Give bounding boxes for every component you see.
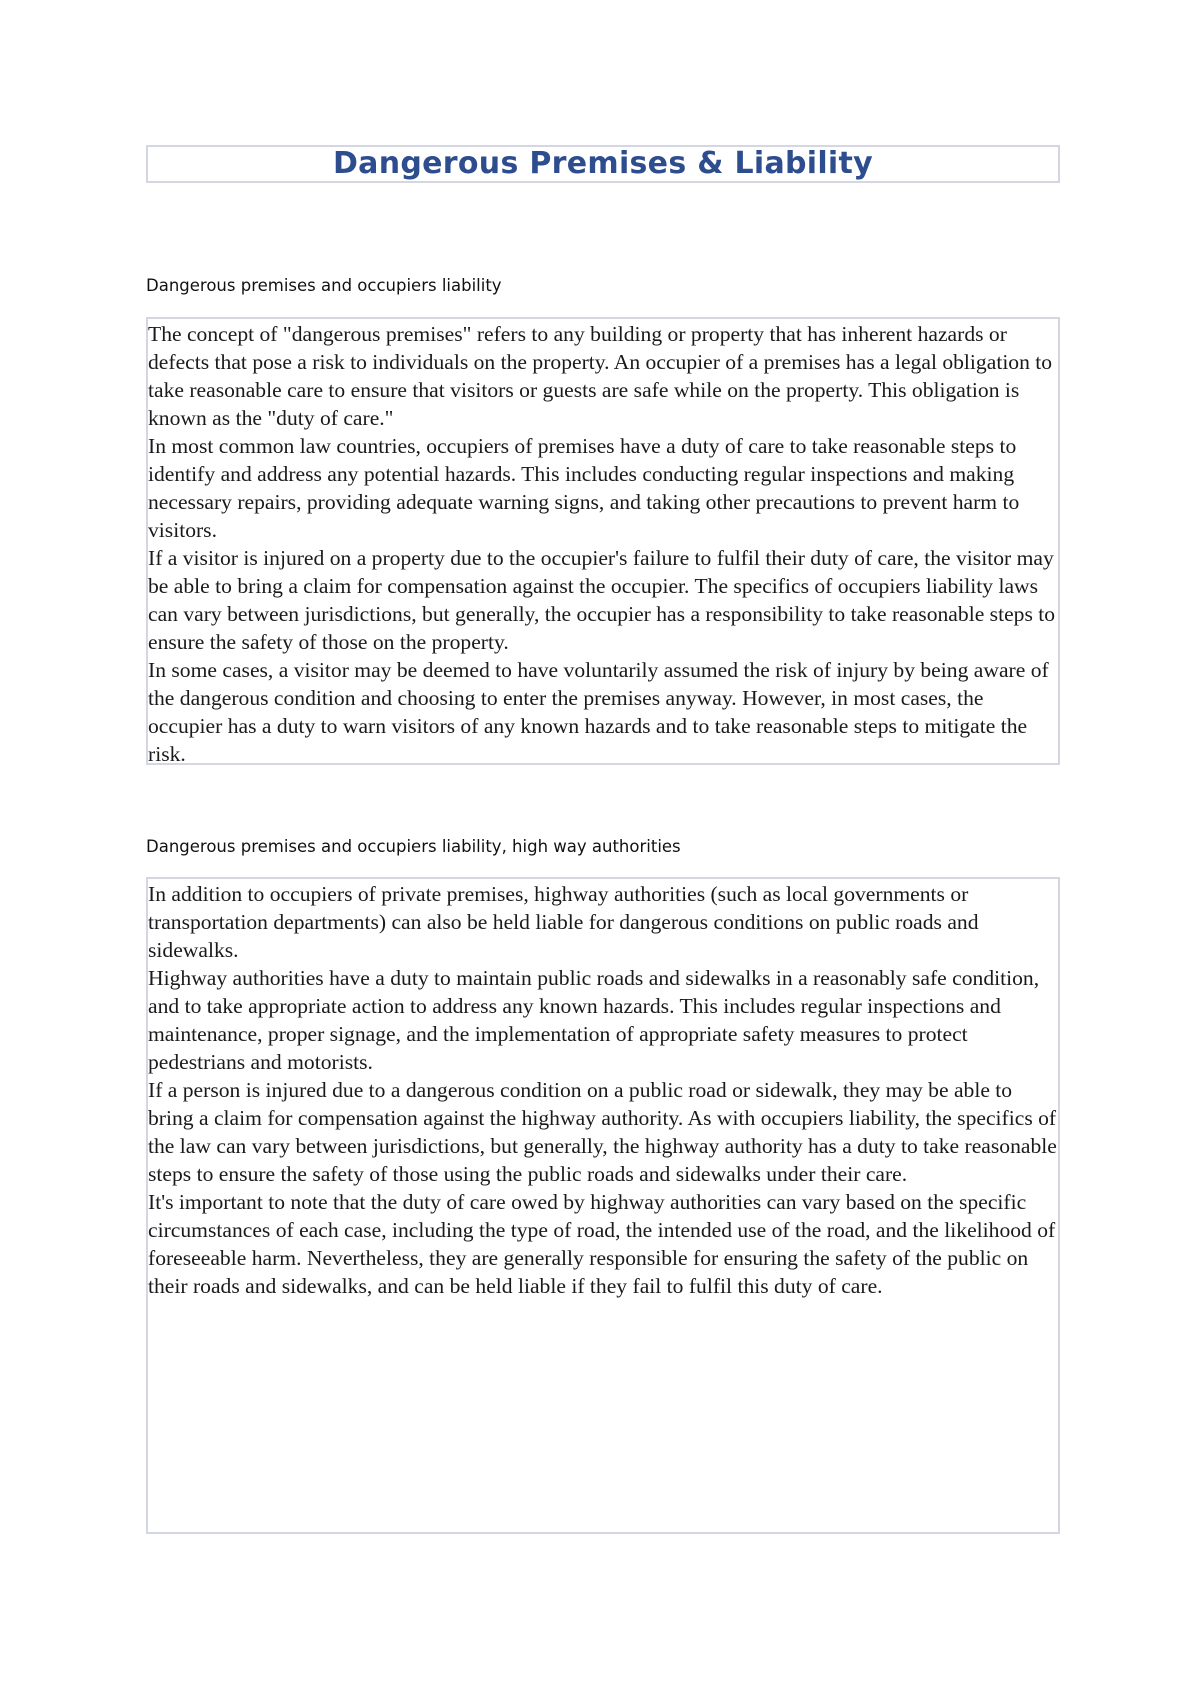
paragraph: If a person is injured due to a dangerous condition on a public road or sidewalk, they may be able to bring a claim for compensation against the highway authority. As with occupiers liability, the specifics of the law can vary between jurisdictions, but generally, the highway authority has a duty to take reasonable steps to ensure the safety of those using the public roads and sidewalks under their care. [148, 1078, 1057, 1186]
paragraph: In most common law countries, occupiers of premises have a duty of care to take reasonable steps to identify and address any potential hazards. This includes conducting regular inspections and making necessary repairs, providing adequate warning signs, and taking other precautions to prevent harm to visitors. [148, 434, 1020, 542]
paragraph: Highway authorities have a duty to maintain public roads and sidewalks in a reasonably safe condition, and to take appropriate action to address any known hazards. This includes regular inspections and maintenance, proper signage, and the implementation of appropriate safety measures to protect pedestrians and motorists. [148, 966, 1040, 1074]
paragraph: In addition to occupiers of private premises, highway authorities (such as local governments or transportation departments) can also be held liable for dangerous conditions on public roads and sidewalks. [148, 882, 979, 962]
section-heading: Dangerous premises and occupiers liability, high way authorities [146, 837, 681, 856]
section-text-box [146, 877, 1060, 1534]
paragraph: It's important to note that the duty of care owed by highway authorities can vary based on the specific circumstances of each case, including the type of road, the intended use of the road, and the likelihood of foreseeable harm. Nevertheless, they are generally responsible for ensuring the safety of the public on their roads and sidewalks, and can be held liable if they fail to fulfil this duty of care. [148, 1190, 1056, 1298]
page-title: Dangerous Premises & Liability [332, 146, 874, 181]
paragraph: The concept of "dangerous premises" refers to any building or property that has inherent hazards or defects that pose a risk to individuals on the property. An occupier of a premises has a legal obligation to take reasonable care to ensure that visitors or guests are safe while on the property. This obligation is known as the "duty of care." [148, 322, 1053, 430]
paragraph: If a visitor is injured on a property due to the occupier's failure to fulfil their duty of care, the visitor may be able to bring a claim for compensation against the occupier. The specifics of occupiers liability laws can vary between jurisdictions, but generally, the occupier has a responsibility to take reasonable steps to ensure the safety of those on the property. [148, 546, 1056, 654]
paragraph: In some cases, a visitor may be deemed to have voluntarily assumed the risk of injury by being aware of the dangerous condition and choosing to enter the premises anyway. However, in most cases, the occupier has a duty to warn visitors of any known hazards and to take reasonable steps to mitigate the risk. [148, 658, 1049, 766]
title-box [146, 145, 1060, 183]
section-text-box [146, 317, 1060, 765]
section-heading: Dangerous premises and occupiers liability [146, 276, 502, 295]
